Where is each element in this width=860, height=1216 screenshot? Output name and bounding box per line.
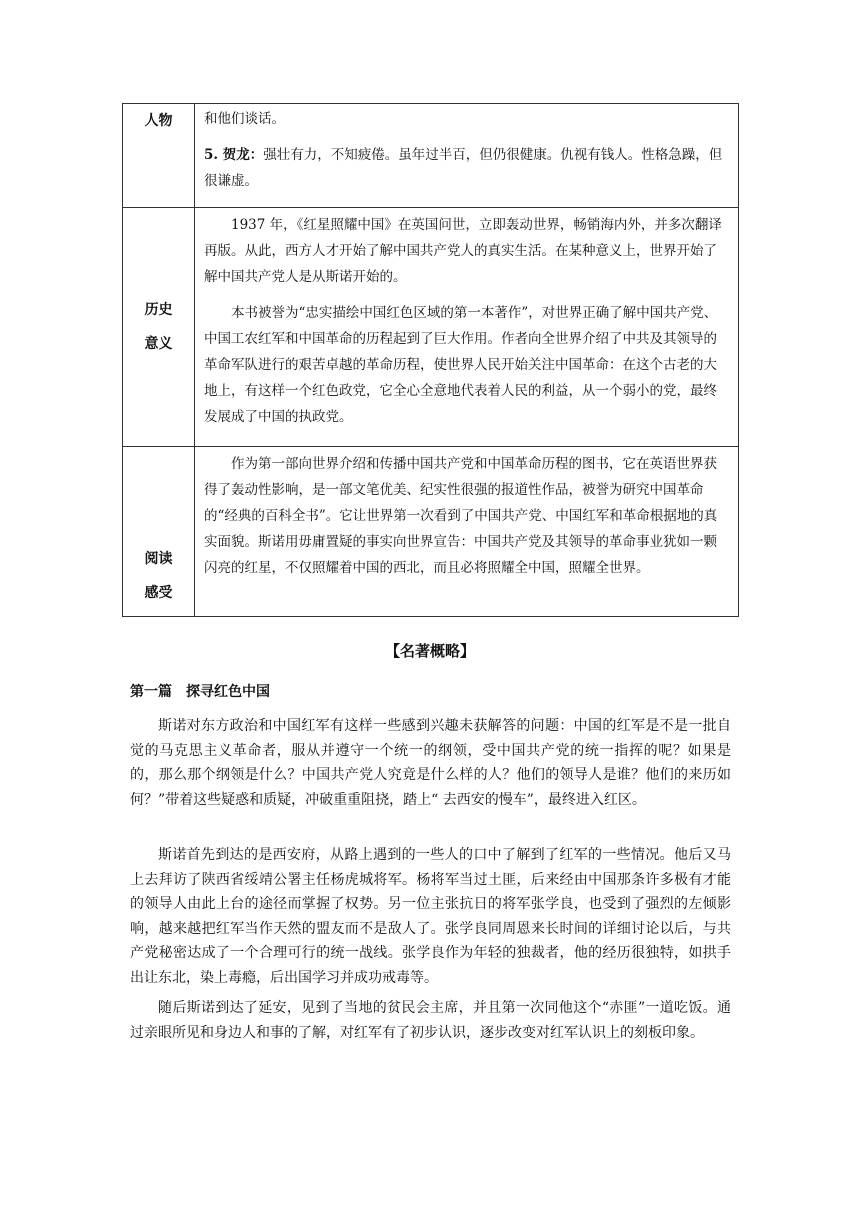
row-label: [123, 208, 195, 447]
table-row: [123, 447, 739, 617]
row-label-line: 人物: [144, 113, 173, 129]
body-paragraph: 随后斯诺到达了延安，见到了当地的贫民会主席，并且第一次同他这个“赤匪”一道吃饭。通过亲眼所见和身边人和事的了解，对红军有了初步认识，逐步改变对红军认识上的刻板印象。: [130, 1000, 731, 1041]
row-label: [123, 447, 195, 617]
paragraph-bold-prefix: 5. 贺龙：: [204, 147, 264, 163]
table-row: [123, 208, 739, 447]
section-title: 【名著概略】: [384, 642, 475, 660]
content-paragraph: 本书被誉为“忠实描绘中国红色区域的第一本著作”，对世界正确了解中国共产党、中国工农红军和中国革命的历程起到了巨大作用。作者向全世界介绍了中共及其领导的革命军队进行的艰苦卓越的革命历程，使世界人民开始关注中国革命：在这个古老的大地上，有这样一个红色政党，它全心全意地代表着人民的利益，从一个弱小的党，最终发展成了中国的执政党。: [204, 305, 718, 425]
body-paragraph: 斯诺首先到达的是西安府，从路上遇到的一些人的口中了解到了红军的一些情况。他后又马上去拜访了陕西省绥靖公署主任杨虎城将军。杨将军当过土匪，后来经由中国那条许多极有才能的领导人由此上台的途径而掌握了权势。另一位主张抗日的将军张学良，也受到了强烈的左倾影响，越来越把红军当作天然的盟友而不是敌人了。张学良同周恩来长时间的详细讨论以后，与共产党秘密达成了一个合理可行的统一战线。张学良作为年轻的独裁者，他的经历很独特，如拱手出让东北，染上毒瘾，后出国学习并成功戒毒等。: [130, 847, 731, 986]
content-paragraph: [204, 142, 729, 194]
body-paragraph: 斯诺对东方政治和中国红军有这样一些感到兴趣未获解答的问题：中国的红军是不是一批自觉的马克思主义革命者，服从并遵守一个统一的纲领，受中国共产党的统一指挥的呢？如果是的，那么那个纲领是什么？中国共产党人究竟是什么样的人？他们的领导人是谁？他们的来历如何？”带着这些疑惑和质疑，冲破重重阻挠，踏上“ 去西安的慢车”，最终进入红区。: [130, 718, 731, 808]
info-table: [122, 103, 739, 617]
row-content: [195, 208, 739, 447]
content-paragraph: 1937 年，《红星照耀中国》在英国问世，立即轰动世界，畅销海内外，并多次翻译再版。从此，西方人才开始了解中国共产党人的真实生活。在某种意义上，世界开始了解中国共产党人是从斯诺开始的。: [204, 217, 722, 285]
part-title: 第一篇 探寻红色中国: [130, 684, 270, 700]
row-label-line: 感受: [144, 585, 173, 601]
content-paragraph: 作为第一部向世界介绍和传播中国共产党和中国革命历程的图书，它在英语世界获得了轰动性影响，是一部文笔优美、纪实性很强的报道性作品，被誉为研究中国革命的“经典的百科全书”。它让世界第一次看到了中国共产党、中国红军和革命根据地的真实面貌。斯诺用毋庸置疑的事实向世界宣告：中国共产党及其领导的革命事业犹如一颗闪亮的红星，不仅照耀着中国的西北，而且必将照耀全中国，照耀全世界。: [204, 456, 718, 576]
content-paragraph: 和他们谈话。: [204, 111, 285, 127]
row-label-line: 阅读: [144, 551, 173, 567]
row-content: [195, 447, 739, 617]
row-content: [195, 104, 739, 208]
row-label-line: 历史: [144, 302, 173, 318]
table-row: [123, 104, 739, 208]
row-label: [123, 104, 195, 208]
row-label-line: 意义: [144, 336, 173, 352]
paragraph-text: 强壮有力，不知疲倦。虽年过半百，但仍很健康。仇视有钱人。性格急躁，但很谦虚。: [204, 147, 723, 189]
